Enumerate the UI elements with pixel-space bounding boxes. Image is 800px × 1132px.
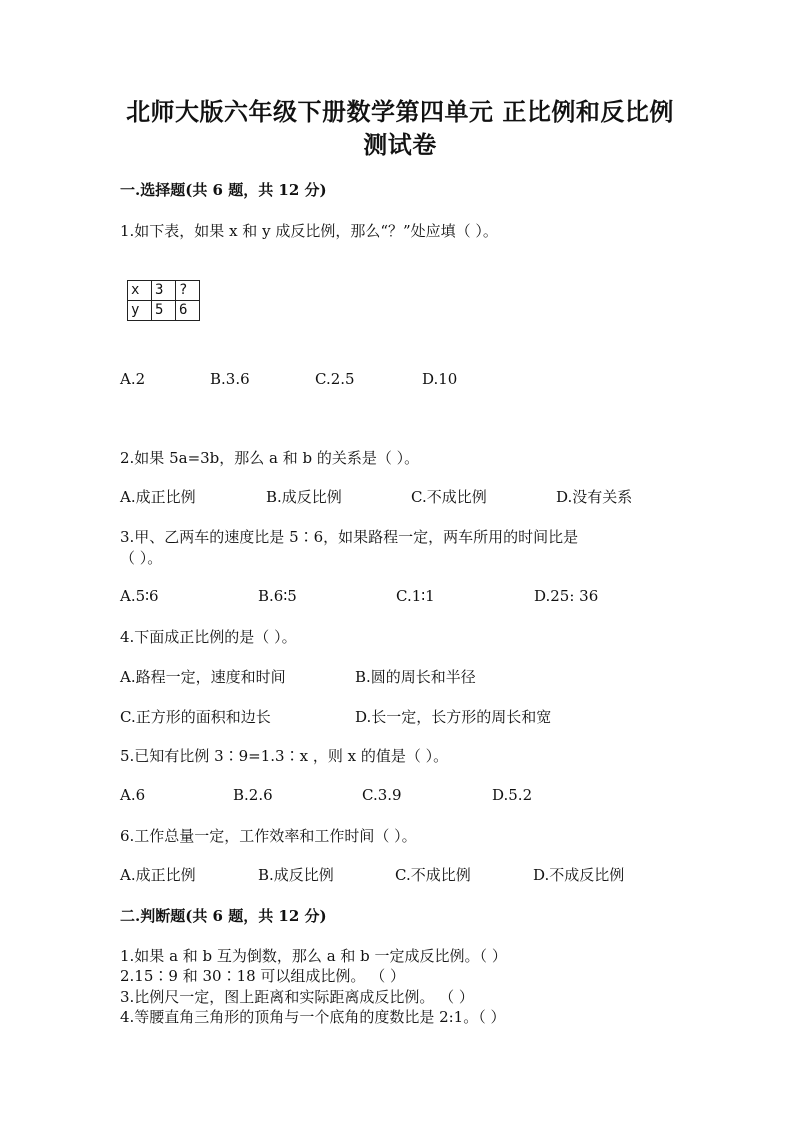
table-row — [128, 301, 200, 321]
q5-option-c: C.3.9 — [362, 786, 402, 804]
q1-option-c: C.2.5 — [315, 370, 355, 388]
judge-item-3: 3.比例尺一定，图上距离和实际距离成反比例。 （ ） — [120, 988, 474, 1006]
page-title-line2: 测试卷 — [363, 130, 437, 159]
table-cell: 5 — [152, 301, 176, 321]
xy-table — [127, 280, 200, 321]
q2-option-b: B.成反比例 — [266, 488, 342, 506]
q3-option-a: A.5∶6 — [120, 587, 159, 605]
judge-item-2: 2.15∶9 和 30∶18 可以组成比例。 （ ） — [120, 967, 405, 985]
q4-option-c: C.正方形的面积和边长 — [120, 708, 271, 726]
q6-option-b: B.成反比例 — [258, 866, 334, 884]
question-4: 4.下面成正比例的是（ ）。 — [120, 628, 297, 646]
q4-option-b: B.圆的周长和半径 — [355, 668, 476, 686]
table-cell: x — [128, 281, 152, 301]
q4-option-d: D.长一定，长方形的周长和宽 — [355, 708, 552, 726]
page-title-line1: 北师大版六年级下册数学第四单元 正比例和反比例 — [126, 97, 674, 126]
question-3-line2: （ ）。 — [120, 549, 163, 567]
q3-option-b: B.6∶5 — [258, 587, 297, 605]
q2-option-d: D.没有关系 — [556, 488, 633, 506]
question-2: 2.如果 5a=3b，那么 a 和 b 的关系是（ ）。 — [120, 449, 420, 467]
section-heading-choice: 一.选择题(共 6 题，共 12 分) — [120, 181, 327, 199]
judge-item-4: 4.等腰直角三角形的顶角与一个底角的度数比是 2:1。（ ） — [120, 1008, 506, 1026]
q3-option-c: C.1∶1 — [396, 587, 435, 605]
q1-option-b: B.3.6 — [210, 370, 250, 388]
question-6: 6.工作总量一定，工作效率和工作时间（ ）。 — [120, 827, 417, 845]
q5-option-a: A.6 — [120, 786, 146, 804]
table-cell: 6 — [176, 301, 200, 321]
section-heading-judge: 二.判断题(共 6 题，共 12 分) — [120, 907, 327, 925]
q6-option-c: C.不成比例 — [395, 866, 471, 884]
table-cell: y — [128, 301, 152, 321]
question-5: 5.已知有比例 3∶9=1.3∶x ，则 x 的值是（ ）。 — [120, 747, 449, 765]
q3-option-d: D.25: 36 — [534, 587, 599, 605]
q6-option-a: A.成正比例 — [120, 866, 196, 884]
table-row — [128, 281, 200, 301]
table-cell: ? — [176, 281, 200, 301]
q2-option-c: C.不成比例 — [411, 488, 487, 506]
q1-option-a: A.2 — [120, 370, 146, 388]
judge-item-1: 1.如果 a 和 b 互为倒数，那么 a 和 b 一定成反比例。（ ） — [120, 947, 507, 965]
q1-option-d: D.10 — [422, 370, 458, 388]
question-3-line1: 3.甲、乙两车的速度比是 5∶6，如果路程一定，两车所用的时间比是 — [120, 528, 579, 546]
q5-option-b: B.2.6 — [233, 786, 273, 804]
q6-option-d: D.不成反比例 — [533, 866, 625, 884]
question-1: 1.如下表，如果 x 和 y 成反比例，那么“？”处应填（ ）。 — [120, 222, 498, 240]
table-cell: 3 — [152, 281, 176, 301]
q2-option-a: A.成正比例 — [120, 488, 196, 506]
q4-option-a: A.路程一定，速度和时间 — [120, 668, 286, 686]
q5-option-d: D.5.2 — [492, 786, 533, 804]
